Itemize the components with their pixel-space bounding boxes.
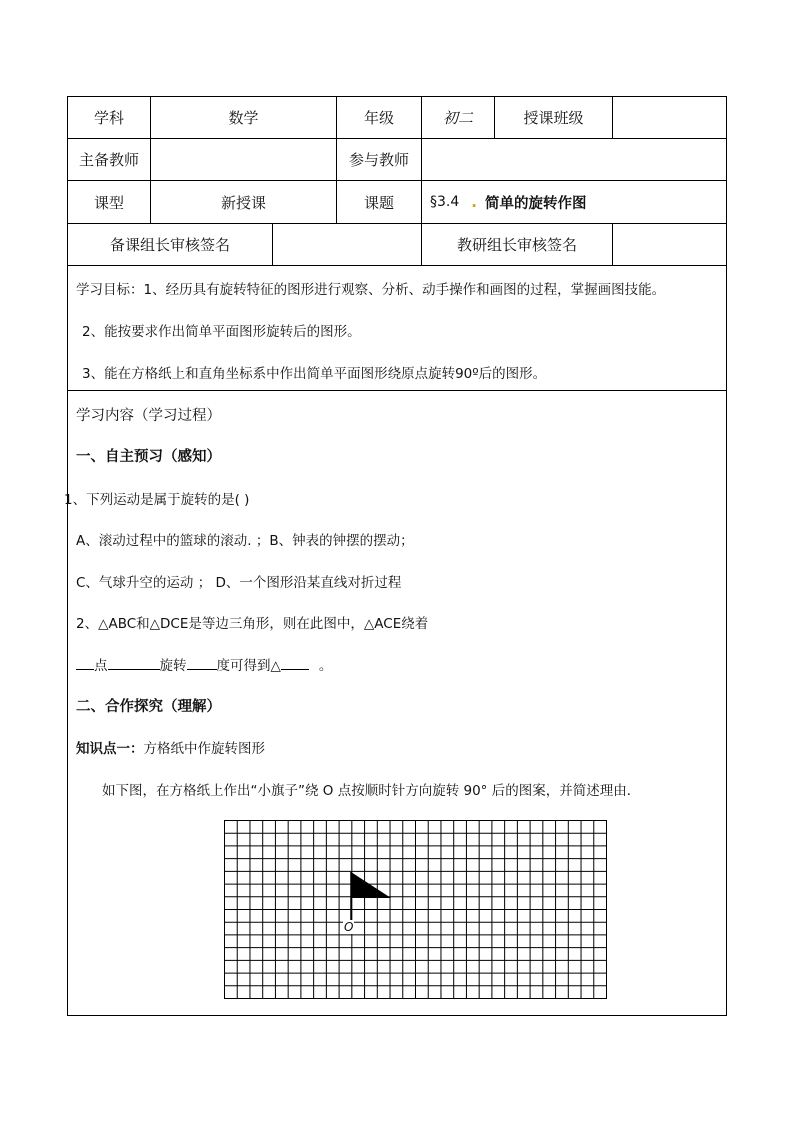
lesson-type-label: 课型: [93, 193, 124, 212]
participants-label: 参与教师: [348, 151, 409, 169]
grade-label: 年级: [363, 109, 394, 127]
subject-label: 学科: [93, 109, 124, 127]
research-leader-label: 教研组长审核签名: [456, 236, 577, 254]
objective-1: 学习目标：1、经历具有旋转特征的图形进行观察、分析、动手操作和画图的过程，掌握画图技能。: [76, 282, 666, 298]
objective-2: 2、能按要求作出简单平面图形旋转后的图形。: [82, 324, 361, 340]
task-instruction: 如下图，在方格纸上作出“小旗子”绕 O 点按顺时针方向旋转 90° 后的图案，并简述理由．: [102, 783, 641, 799]
section-2-heading: 二、合作探究（理解）: [76, 699, 221, 715]
topic-label: 课题: [363, 193, 394, 212]
class-label: 授课班级: [523, 109, 584, 127]
lesson-type-value[interactable]: 新授课: [220, 193, 266, 212]
blank[interactable]: [187, 655, 217, 670]
origin-label: O: [344, 920, 354, 934]
question-1: 1、下列运动是属于旋转的是( ): [64, 492, 250, 508]
lead-teacher-value[interactable]: [151, 139, 336, 180]
participants-value[interactable]: [422, 139, 726, 180]
group-leader-value[interactable]: [273, 224, 421, 265]
objective-3: 3、能在方格纸上和直角坐标系中作出简单平面图形绕原点旋转90º后的图形。: [82, 366, 547, 382]
question-1-options-cd: C、气球升空的运动 ； D、一个图形沿某直线对折过程: [76, 575, 402, 591]
row-line: [67, 390, 727, 391]
blank[interactable]: [281, 655, 309, 670]
grade-value[interactable]: 初二: [442, 109, 473, 127]
class-value[interactable]: [613, 97, 726, 138]
topic-section: §3.4: [430, 194, 460, 210]
topic-dot: .: [471, 193, 477, 211]
lead-teacher-label: 主备教师: [78, 151, 139, 169]
subject-value[interactable]: 数学: [228, 109, 259, 127]
content-heading: 学习内容（学习过程）: [76, 408, 221, 424]
topic-title: 简单的旋转作图: [484, 195, 587, 212]
knowledge-point-1: 知识点一：方格纸中作旋转图形: [76, 741, 265, 757]
table-border-right: [726, 96, 727, 1016]
question-1-options-ab: A、滚动过程中的篮球的滚动. ；B、钟表的钟摆的摆动；: [76, 533, 414, 549]
blank[interactable]: [108, 655, 160, 670]
section-1-heading: 一、自主预习（感知）: [76, 449, 221, 465]
question-2-blanks[interactable]: 点 旋转 度可得到△ 。: [76, 654, 332, 674]
topic-value[interactable]: [430, 181, 720, 223]
blank[interactable]: [76, 655, 94, 670]
question-2: 2、△ABC和△DCE是等边三角形，则在此图中，△ACE绕着: [76, 616, 429, 632]
row-line: [67, 265, 727, 266]
table-border-bottom: [67, 1015, 727, 1016]
grid-figure: [224, 820, 608, 1000]
group-leader-label: 备课组长审核签名: [109, 236, 230, 254]
research-leader-value[interactable]: [613, 224, 726, 265]
flag-icon: [351, 872, 391, 898]
